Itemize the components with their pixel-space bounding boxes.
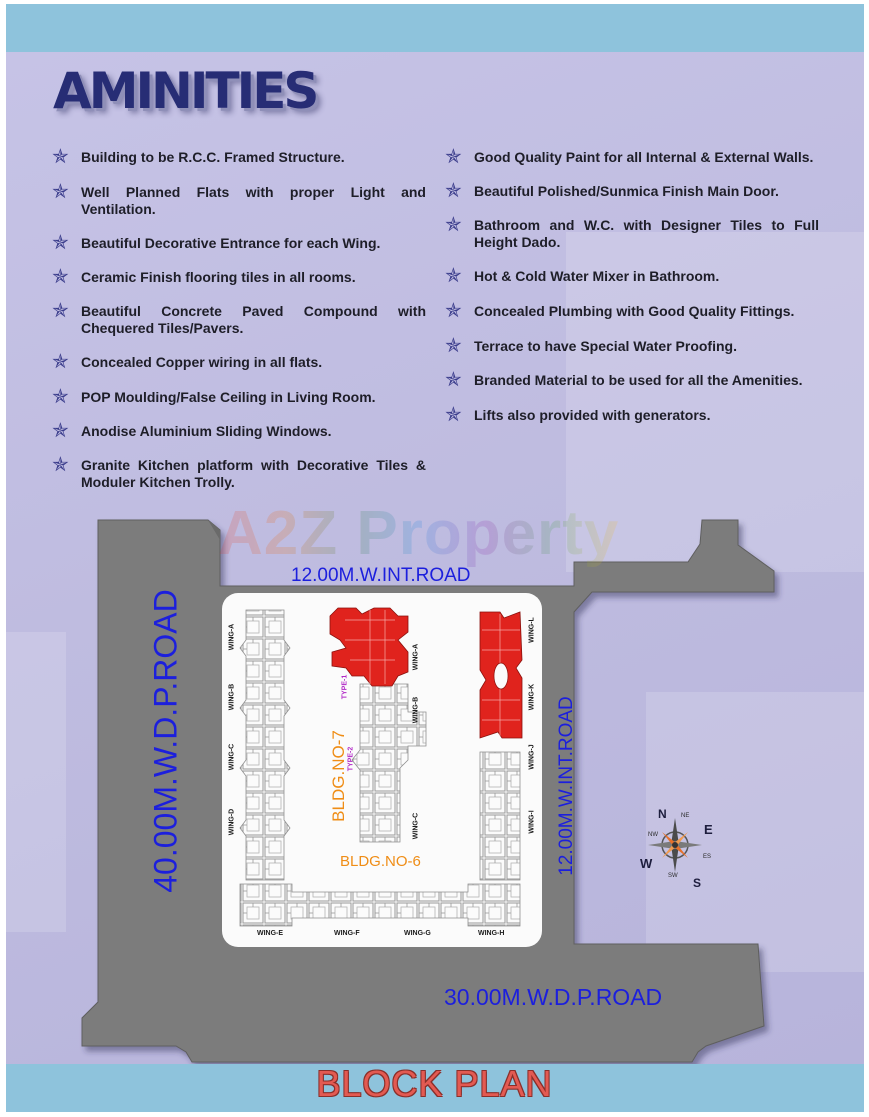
wing-label: WING-C: [412, 812, 420, 840]
wing-label: WING-J: [528, 744, 536, 770]
type-2-label: TYPE-2: [347, 746, 355, 772]
star-icon: ✯: [445, 180, 462, 202]
star-icon: ✯: [52, 454, 69, 476]
wing-label: WING-K: [528, 683, 536, 711]
amenity-item: ✯ Concealed Plumbing with Good Quality Fittings.: [445, 300, 795, 322]
amenity-item: ✯ POP Moulding/False Ceiling in Living Room.: [52, 386, 376, 408]
wing-label: WING-D: [228, 808, 236, 836]
compass-sw: SW: [668, 873, 678, 879]
star-icon: ✯: [52, 266, 69, 288]
compass-west: W: [640, 856, 653, 871]
star-icon: ✯: [445, 404, 462, 426]
star-icon: ✯: [52, 386, 69, 408]
wing-label: WING-C: [228, 743, 236, 771]
compass-north: N: [658, 807, 667, 821]
star-icon: ✯: [445, 265, 462, 287]
watermark-text: A2Z Property: [218, 499, 620, 568]
road-label-top: 12.00M.W.INT.ROAD: [291, 565, 471, 586]
road-label-left: 40.00M.W.D.P.ROAD: [147, 589, 184, 893]
star-icon: ✯: [52, 300, 69, 322]
compass-se: ES: [703, 854, 712, 860]
star-icon: ✯: [445, 335, 462, 357]
wing-label: WING-F: [334, 930, 360, 937]
star-icon: ✯: [52, 420, 69, 442]
compass: [648, 818, 702, 872]
compass-east: E: [704, 822, 713, 837]
wing-label: WING-H: [478, 930, 505, 937]
road-label-right: 12.00M.W.INT.ROAD: [556, 696, 577, 876]
wing-label: WING-B: [228, 683, 236, 711]
wing-label: WING-B: [412, 696, 420, 724]
compass-nw: NW: [648, 832, 658, 838]
star-icon: ✯: [445, 214, 462, 236]
wing-label: WING-L: [528, 617, 536, 643]
wing-label: WING-G: [404, 930, 431, 937]
compass-ne: NE: [681, 813, 690, 819]
type-1-label: TYPE-1: [341, 674, 349, 700]
amenity-item: ✯ Ceramic Finish flooring tiles in all rooms.: [52, 266, 356, 288]
amenity-item: ✯ Terrace to have Special Water Proofing.: [445, 335, 737, 357]
block-plan-heading: BLOCK PLAN: [316, 1063, 553, 1104]
star-icon: ✯: [52, 232, 69, 254]
road-label-bottom: 30.00M.W.D.P.ROAD: [444, 984, 663, 1010]
compass-south: S: [693, 876, 702, 890]
star-icon: ✯: [52, 181, 69, 203]
wing-label: WING-I: [528, 810, 536, 834]
wing-label: WING-A: [412, 643, 420, 671]
building-6-label: BLDG.NO-6: [340, 853, 421, 870]
amenity-item: ✯ Beautiful Concrete Paved Compound with Chequered Tiles/Pavers.: [52, 300, 426, 336]
amenity-item: ✯ Branded Material to be used for all the Amenities.: [445, 369, 803, 391]
right-wing-block: [480, 752, 520, 880]
star-icon: ✯: [52, 146, 69, 168]
amenity-item: ✯ Hot & Cold Water Mixer in Bathroom.: [445, 265, 720, 287]
star-icon: ✯: [445, 300, 462, 322]
amenity-item: ✯ Good Quality Paint for all Internal & External Walls.: [445, 146, 814, 168]
left-wing-block: [240, 610, 290, 880]
compass-center: [672, 842, 678, 848]
wing-label: WING-E: [257, 930, 284, 937]
amenity-item: ✯ Bathroom and W.C. with Designer Tiles to Full Height Dado.: [445, 214, 819, 250]
amenity-item: ✯ Well Planned Flats with proper Light and Ventilation.: [52, 181, 426, 217]
wing-label: WING-A: [228, 623, 236, 651]
star-icon: ✯: [52, 351, 69, 373]
page-title: AMINITIES: [53, 62, 317, 120]
amenity-item: ✯ Anodise Aluminium Sliding Windows.: [52, 420, 332, 442]
amenity-item: ✯ Beautiful Decorative Entrance for each Wing.: [52, 232, 381, 254]
building-7-label: BLDG.NO-7: [329, 730, 348, 822]
amenity-item: ✯ Lifts also provided with generators.: [445, 404, 711, 426]
amenity-item: ✯ Concealed Copper wiring in all flats.: [52, 351, 323, 373]
amenity-item: ✯ Building to be R.C.C. Framed Structure.: [52, 146, 345, 168]
star-icon: ✯: [445, 146, 462, 168]
star-icon: ✯: [445, 369, 462, 391]
amenity-item: ✯ Beautiful Polished/Sunmica Finish Main Door.: [445, 180, 779, 202]
amenity-item: ✯ Granite Kitchen platform with Decorative Tiles & Moduler Kitchen Trolly.: [52, 454, 426, 490]
